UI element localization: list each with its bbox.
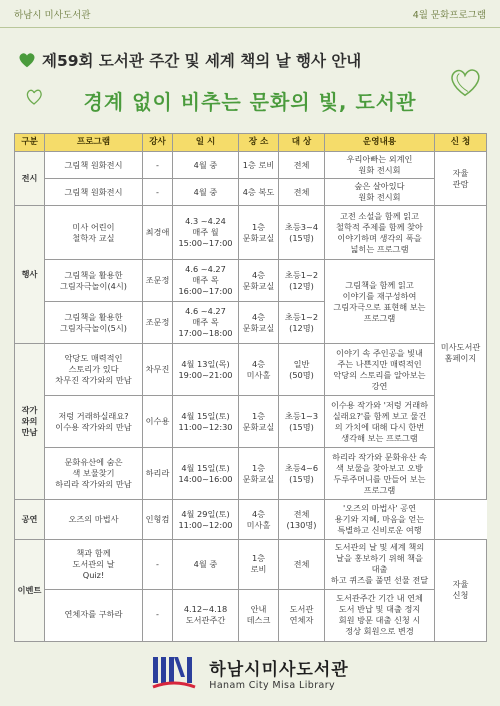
lecturer-cell: 조문정 xyxy=(143,302,173,344)
target-cell: 초등1~3 (15명) xyxy=(279,396,325,448)
content-cell: 그림책을 함께 읽고 이야기를 재구성하여 그림자극으로 표현해 보는 프로그램 xyxy=(325,260,435,344)
lecturer-cell: 조문정 xyxy=(143,260,173,302)
lecturer-cell: - xyxy=(143,179,173,206)
content-cell: 고전 소설을 함께 읽고 철학적 주제를 함께 찾아 이야기하며 생각의 폭을 넓히는 프로그램 xyxy=(325,206,435,260)
table-row xyxy=(15,448,487,500)
col-header-datetime: 일 시 xyxy=(173,134,239,152)
place-cell: 1층 로비 xyxy=(239,152,279,179)
content-cell: 이수용 작가와 '저렁 거래하 실래요?'를 함께 보고 물건 의 가치에 대해 다시 한번 생각해 보는 프로그램 xyxy=(325,396,435,448)
lecturer-cell: 차무진 xyxy=(143,344,173,396)
content-cell: 우리아빠는 외계인 원화 전시회 xyxy=(325,152,435,179)
program-table xyxy=(14,133,487,642)
lecturer-cell: 최경애 xyxy=(143,206,173,260)
place-cell: 4층 미사홀 xyxy=(239,500,279,540)
datetime-cell: 4월 15일(토) 14:00~16:00 xyxy=(173,448,239,500)
category-cell: 행사 xyxy=(15,206,45,344)
program-cell: 오즈의 마법사 xyxy=(45,500,143,540)
top-header xyxy=(0,0,500,28)
program-cell: 그림책을 활용한 그림자극놀이(4시) xyxy=(45,260,143,302)
footer-text xyxy=(209,655,348,691)
table-row xyxy=(15,206,487,260)
program-cell: 연체자를 구하라 xyxy=(45,589,143,641)
table-row xyxy=(15,540,487,589)
datetime-cell: 4.12~4.18 도서관주간 xyxy=(173,589,239,641)
col-header-category: 구분 xyxy=(15,134,45,152)
program-cell: 미사 어린이 철학자 교실 xyxy=(45,206,143,260)
target-cell: 전체 xyxy=(279,179,325,206)
col-header-target: 대 상 xyxy=(279,134,325,152)
lecturer-cell: 하리라 xyxy=(143,448,173,500)
lecturer-cell: - xyxy=(143,589,173,641)
place-cell: 안내 데스크 xyxy=(239,589,279,641)
datetime-cell: 4.6 ~4.27 매주 목 16:00~17:00 xyxy=(173,260,239,302)
library-name-english: Hanam City Misa Library xyxy=(209,680,336,691)
table-row xyxy=(15,500,487,540)
datetime-cell: 4월 13일(목) 19:00~21:00 xyxy=(173,344,239,396)
lecturer-cell: 인형컴 xyxy=(143,500,173,540)
col-header-place: 장 소 xyxy=(239,134,279,152)
datetime-cell: 4월 중 xyxy=(173,179,239,206)
header-program-month: 4월 문화프로그램 xyxy=(412,9,486,21)
table-row xyxy=(15,179,487,206)
table-row xyxy=(15,344,487,396)
col-header-content: 운영내용 xyxy=(325,134,435,152)
program-cell: 문화유산에 숨은 색 보물찾기 하리라 작가와의 만남 xyxy=(45,448,143,500)
table-row xyxy=(15,589,487,641)
place-cell: 4층 미사홀 xyxy=(239,344,279,396)
target-cell: 초등3~4 (15명) xyxy=(279,206,325,260)
lecturer-cell: - xyxy=(143,540,173,589)
place-cell: 1층 문화교실 xyxy=(239,206,279,260)
col-header-program: 프로그램 xyxy=(45,134,143,152)
table-row xyxy=(15,260,487,302)
content-cell: '오즈의 마법사' 공연 용기와 지혜, 마음을 얻는 특별하고 신비로운 여행 xyxy=(325,500,435,540)
page-subtitle: 경계 없이 비추는 문화의 빛, 도서관 xyxy=(83,90,417,114)
place-cell: 4층 복도 xyxy=(239,179,279,206)
category-cell: 전시 xyxy=(15,152,45,206)
content-cell: 도서관주간 기간 내 연체 도서 반납 및 대출 정지 회원 방문 대출 신청 시 정상 회원으로 변경 xyxy=(325,589,435,641)
target-cell: 도서관 연체자 xyxy=(279,589,325,641)
library-logo-icon xyxy=(151,653,197,693)
place-cell: 1층 문화교실 xyxy=(239,448,279,500)
page-title: 제59회 도서관 주간 및 세계 책의 날 행사 안내 xyxy=(42,52,362,70)
target-cell: 일반 (50명) xyxy=(279,344,325,396)
program-cell: 저렁 거래하실래요? 이수용 작가와의 만남 xyxy=(45,396,143,448)
category-cell: 작가 와의 만남 xyxy=(15,344,45,500)
apply-cell: 자율 관람 xyxy=(435,152,487,206)
content-cell: 숲은 살아있다 원화 전시회 xyxy=(325,179,435,206)
green-heart-icon xyxy=(18,51,36,69)
program-cell: 그림책 원화전시 xyxy=(45,179,143,206)
program-cell: 그림책을 활용한 그림자극놀이(5시) xyxy=(45,302,143,344)
target-cell: 전체 xyxy=(279,540,325,589)
target-cell: 초등1~2 (12명) xyxy=(279,302,325,344)
header-library-name: 하남시 미사도서관 xyxy=(14,9,91,21)
place-cell: 4층 문화교실 xyxy=(239,260,279,302)
apply-cell: 자율 신청 xyxy=(435,540,487,641)
place-cell: 1층 로비 xyxy=(239,540,279,589)
target-cell: 초등4~6 (15명) xyxy=(279,448,325,500)
program-cell: 그림책 원화전시 xyxy=(45,152,143,179)
place-cell: 4층 문화교실 xyxy=(239,302,279,344)
lecturer-cell: - xyxy=(143,152,173,179)
category-cell: 공연 xyxy=(15,500,45,540)
table-header-row xyxy=(15,134,487,152)
table-row xyxy=(15,152,487,179)
content-cell: 도서관의 날 및 세계 책의 날을 홍보하기 위해 책을 대출 하고 퀴즈를 풀면 선물 전달 xyxy=(325,540,435,589)
table-row xyxy=(15,396,487,448)
library-name: 하남시미사도서관 xyxy=(209,660,349,680)
datetime-cell: 4월 중 xyxy=(173,152,239,179)
datetime-cell: 4월 15일(토) 11:00~12:30 xyxy=(173,396,239,448)
col-header-apply: 신 청 xyxy=(435,134,487,152)
category-cell: 이벤트 xyxy=(15,540,45,641)
program-cell: 악당도 매력적인 스토리가 있다 차무진 작가와의 만남 xyxy=(45,344,143,396)
program-cell: 책과 함께 도서관의 날 Quiz! xyxy=(45,540,143,589)
datetime-cell: 4.3 ~4.24 매주 월 15:00~17:00 xyxy=(173,206,239,260)
lecturer-cell: 이수용 xyxy=(143,396,173,448)
place-cell: 1층 문화교실 xyxy=(239,396,279,448)
datetime-cell: 4.6 ~4.27 매주 목 17:00~18:00 xyxy=(173,302,239,344)
col-header-lecturer: 강사 xyxy=(143,134,173,152)
datetime-cell: 4월 중 xyxy=(173,540,239,589)
target-cell: 전체 xyxy=(279,152,325,179)
target-cell: 초등1~2 (12명) xyxy=(279,260,325,302)
target-cell: 전체 (130명) xyxy=(279,500,325,540)
content-cell: 하리라 작가와 문화유산 속 색 보물을 찾아보고 오방 두루주머니를 만들어 보는 프로그램 xyxy=(325,448,435,500)
datetime-cell: 4월 29일(토) 11:00~12:00 xyxy=(173,500,239,540)
apply-cell: 미사도서관 홈페이지 xyxy=(435,206,487,500)
title-row xyxy=(18,40,488,80)
content-cell: 이야기 속 주인공을 빛내 주는 나쁜지만 매력적인 악당의 스토리를 알아보는 강연 xyxy=(325,344,435,396)
footer xyxy=(0,640,500,706)
